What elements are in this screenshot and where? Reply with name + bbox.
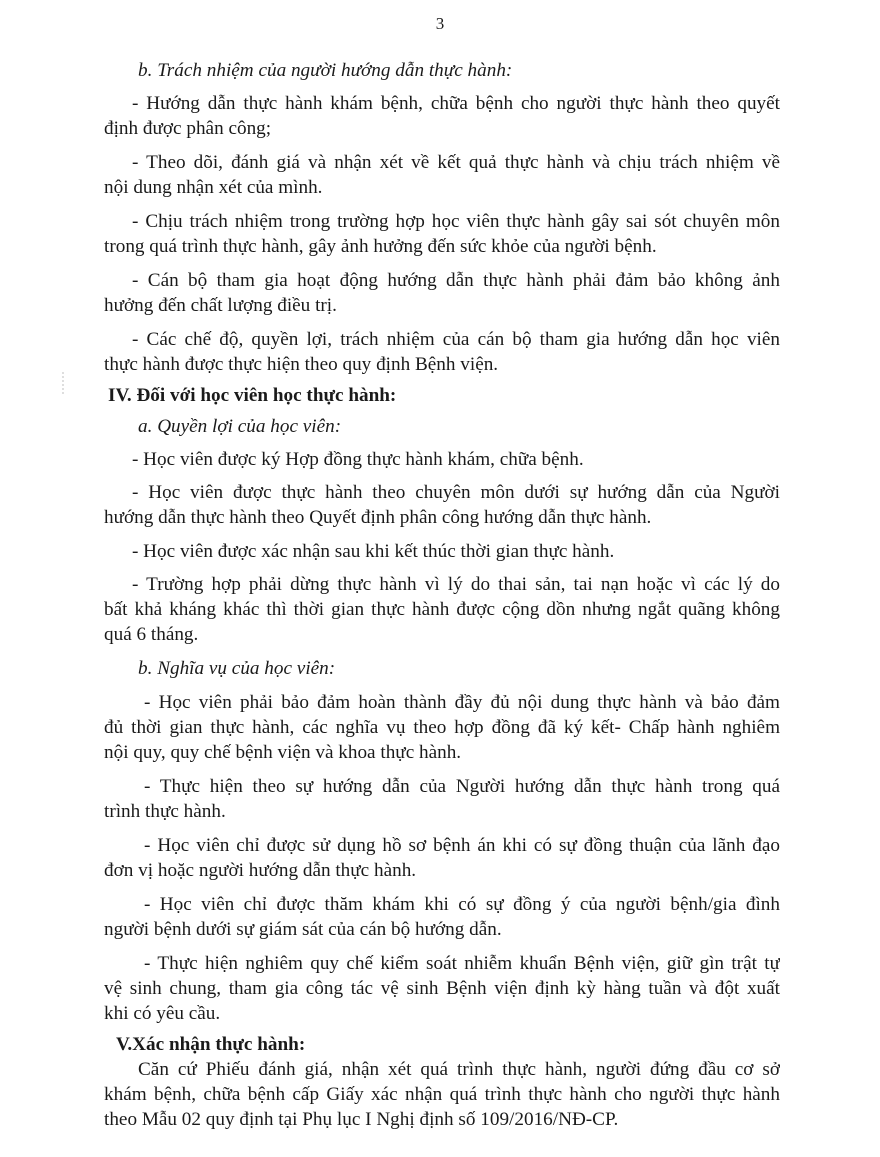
section-iv-a-heading: a. Quyền lợi của học viên: xyxy=(138,416,342,437)
list-item xyxy=(104,690,780,765)
list-item-line: người bệnh dưới sự giám sát của cán bộ hướng dẫn. xyxy=(104,919,502,940)
list-item xyxy=(104,447,780,472)
section-v-heading: V.Xác nhận thực hành: xyxy=(116,1034,306,1055)
section-v-paragraph xyxy=(104,1057,780,1132)
list-item xyxy=(104,774,780,824)
list-item-line: khi có yêu cầu. xyxy=(104,1003,221,1024)
section-iv-b-heading: b. Nghĩa vụ của học viên: xyxy=(138,658,336,679)
list-item xyxy=(104,833,780,883)
list-item-line: định được phân công; xyxy=(104,118,272,139)
paragraph-line: Căn cứ Phiếu đánh giá, nhận xét quá trình thực hành, người đứng đầu cơ sở xyxy=(138,1059,780,1080)
list-item xyxy=(104,150,780,200)
list-item xyxy=(104,951,780,1026)
document-body xyxy=(104,58,780,1132)
list-item-line: - Thực hiện theo sự hướng dẫn của Người hướng dẫn thực hành trong quá xyxy=(144,776,780,797)
paragraph-line: khám bệnh, chữa bệnh cấp Giấy xác nhận quá trình thực hành cho người thực hành xyxy=(104,1084,780,1105)
list-item xyxy=(104,892,780,942)
list-item-line: vệ sinh chung, tham gia công tác vệ sinh Bệnh viện định kỳ hàng tuần và đột xuất xyxy=(104,978,780,999)
list-item xyxy=(104,209,780,259)
paragraph-line: theo Mẫu 02 quy định tại Phụ lục I Nghị định số 109/2016/NĐ-CP. xyxy=(104,1109,619,1130)
list-item-line: - Các chế độ, quyền lợi, trách nhiệm của cán bộ tham gia hướng dẫn học viên xyxy=(132,329,780,350)
section-iv-a-list xyxy=(104,447,780,647)
list-item xyxy=(104,572,780,647)
list-item xyxy=(104,480,780,530)
list-item-line: thực hành được thực hiện theo quy định Bệnh viện. xyxy=(104,354,499,375)
list-item-line: đủ thời gian thực hành, các nghĩa vụ theo hợp đồng đã ký kết- Chấp hành nghiêm xyxy=(104,717,780,738)
list-item-line: - Hướng dẫn thực hành khám bệnh, chữa bệnh cho người thực hành theo quyết xyxy=(132,93,780,114)
list-item xyxy=(104,539,780,564)
list-item-line: - Theo dõi, đánh giá và nhận xét về kết quả thực hành và chịu trách nhiệm về xyxy=(132,152,780,173)
list-item-line: - Học viên chỉ được sử dụng hồ sơ bệnh án khi có sự đồng thuận của lãnh đạo xyxy=(144,835,780,856)
page-number: 3 xyxy=(435,14,445,33)
list-item xyxy=(104,268,780,318)
list-item-line: - Học viên được thực hành theo chuyên môn dưới sự hướng dẫn của Người xyxy=(132,482,780,503)
section-b-heading: b. Trách nhiệm của người hướng dẫn thực hành: xyxy=(138,60,513,81)
list-item xyxy=(104,327,780,377)
list-item-line: bất khả kháng khác thì thời gian thực hành được cộng dồn nhưng ngắt quãng không xyxy=(104,599,780,620)
list-item-line: - Học viên được xác nhận sau khi kết thúc thời gian thực hành. xyxy=(132,541,615,562)
section-iv-b-list xyxy=(104,690,780,1026)
list-item-line: - Thực hiện nghiêm quy chế kiểm soát nhiễm khuẩn Bệnh viện, giữ gìn trật tự xyxy=(144,953,780,974)
scan-artifact xyxy=(62,372,64,394)
list-item-line: - Chịu trách nhiệm trong trường hợp học viên thực hành gây sai sót chuyên môn xyxy=(132,211,780,232)
list-item-line: quá 6 tháng. xyxy=(104,624,199,645)
section-b-list xyxy=(104,91,780,377)
list-item-line: hưởng đến chất lượng điều trị. xyxy=(104,295,337,316)
list-item-line: - Học viên chỉ được thăm khám khi có sự đồng ý của người bệnh/gia đình xyxy=(144,894,780,915)
list-item-line: trong quá trình thực hành, gây ảnh hưởng đến sức khỏe của người bệnh. xyxy=(104,236,657,257)
list-item-line: - Cán bộ tham gia hoạt động hướng dẫn thực hành phải đảm bảo không ảnh xyxy=(132,270,780,291)
list-item-line: hướng dẫn thực hành theo Quyết định phân công hướng dẫn thực hành. xyxy=(104,507,652,528)
list-item-line: - Trường hợp phải dừng thực hành vì lý do thai sản, tai nạn hoặc vì các lý do xyxy=(132,574,780,595)
list-item-line: - Học viên phải bảo đảm hoàn thành đầy đủ nội dung thực hành và bảo đảm xyxy=(144,692,780,713)
list-item-line: nội quy, quy chế bệnh viện và khoa thực hành. xyxy=(104,742,462,763)
list-item-line: đơn vị hoặc người hướng dẫn thực hành. xyxy=(104,860,417,881)
list-item-line: trình thực hành. xyxy=(104,801,226,822)
list-item-line: - Học viên được ký Hợp đồng thực hành khám, chữa bệnh. xyxy=(132,449,584,470)
list-item xyxy=(104,91,780,141)
section-iv-heading: IV. Đối với học viên học thực hành: xyxy=(108,385,397,406)
list-item-line: nội dung nhận xét của mình. xyxy=(104,177,323,198)
